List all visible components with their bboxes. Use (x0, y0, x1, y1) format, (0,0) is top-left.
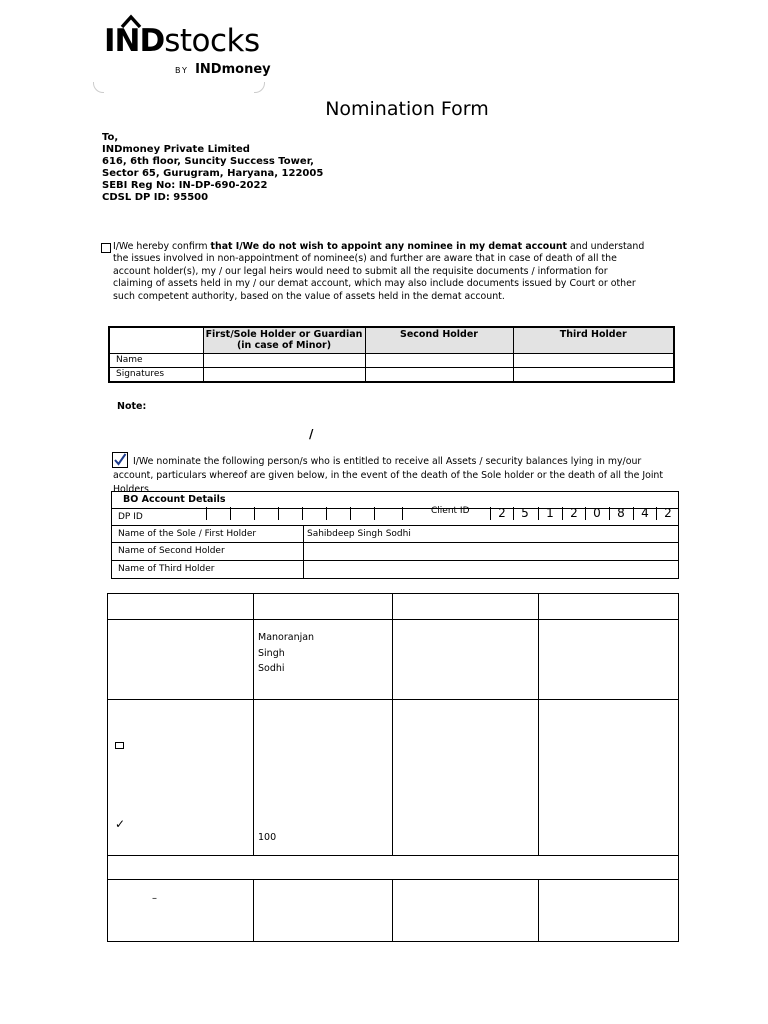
dash-mark: – (152, 893, 157, 904)
nominee-header-cell (108, 594, 254, 620)
nominee-extra-label-cell (108, 880, 254, 942)
note-label: Note: (117, 401, 147, 412)
dp-id-box-divider (206, 507, 207, 520)
first-holder-value[interactable]: Sahibdeep Singh Sodhi (304, 526, 679, 543)
address-company: INDmoney Private Limited (102, 144, 250, 155)
second-holder-value[interactable] (304, 543, 679, 561)
client-id-digit: 2 (490, 507, 513, 520)
logo-subtitle (175, 63, 271, 76)
dp-id-box-divider (230, 507, 231, 520)
nominee-2-name-cell[interactable] (393, 620, 539, 700)
nominee-separator-row (108, 856, 679, 880)
opt-out-declaration (113, 241, 648, 303)
holders-name-third[interactable] (513, 353, 674, 367)
client-id-digit: 5 (513, 507, 536, 520)
client-id-label: Client ID (431, 506, 470, 516)
nominee-header-cell (539, 594, 679, 620)
address-sebi: SEBI Reg No: IN-DP-690-2022 (102, 180, 268, 191)
holders-row-label-name: Name (109, 353, 203, 367)
nominee-3-extra-cell[interactable] (539, 880, 679, 942)
slash-mark: / (309, 427, 314, 441)
logo-brand-light: stocks (164, 23, 260, 59)
dp-id-box-divider (374, 507, 375, 520)
holders-row-label-signatures: Signatures (109, 367, 203, 382)
holders-signature-second[interactable] (365, 367, 513, 382)
address-line2: Sector 65, Gurugram, Haryana, 122005 (102, 168, 324, 179)
dp-id-box-divider (278, 507, 279, 520)
nominee-2-extra-cell[interactable] (393, 880, 539, 942)
nominee-table (107, 593, 679, 942)
opt-out-lead: I/We hereby confirm (113, 241, 211, 252)
client-id-digit: 8 (609, 507, 632, 520)
holders-header-third: Third Holder (513, 327, 674, 353)
nominee-header-cell (254, 594, 393, 620)
option-checkbox[interactable] (115, 742, 124, 749)
nominee-share-label-cell (108, 700, 254, 856)
logo-wordmark (104, 23, 260, 59)
dp-id-box-divider (402, 507, 403, 520)
nominee-1-last-name: Sodhi (258, 663, 285, 674)
holders-signature-first[interactable] (203, 367, 365, 382)
dp-id-box-divider (326, 507, 327, 520)
client-id-digit: 2 (562, 507, 585, 520)
client-id-digit: 2 (656, 507, 679, 520)
dp-id-label: DP ID (118, 512, 143, 522)
holders-header-first: First/Sole Holder or Guardian (in case of Minor) (203, 327, 365, 353)
dp-id-box-divider (302, 507, 303, 520)
bo-heading: BO Account Details (112, 492, 679, 509)
page-title: Nomination Form (325, 98, 489, 120)
logo-parent: INDmoney (195, 62, 271, 77)
opt-out-bold: that I/We do not wish to appoint any nominee in my demat account (210, 241, 568, 252)
nominee-header-cell (393, 594, 539, 620)
option-tick: ✓ (115, 817, 126, 831)
second-holder-label: Name of Second Holder (112, 543, 304, 561)
nominee-2-share-cell[interactable] (393, 700, 539, 856)
client-id-digit: 0 (585, 507, 608, 520)
bo-account-table (111, 491, 679, 579)
holders-signature-third[interactable] (513, 367, 674, 382)
nominee-3-name-cell[interactable] (539, 620, 679, 700)
third-holder-value[interactable] (304, 561, 679, 579)
holders-name-first[interactable] (203, 353, 365, 367)
nominee-1-middle-name: Singh (258, 648, 285, 659)
nominee-3-share-cell[interactable] (539, 700, 679, 856)
nominee-1-first-name: Manoranjan (258, 632, 315, 643)
third-holder-label: Name of Third Holder (112, 561, 304, 579)
holders-corner-cell (109, 327, 203, 353)
logo-brand-bold: IND (104, 23, 165, 59)
client-id-digit: 1 (538, 507, 561, 520)
address-line1: 616, 6th floor, Suncity Success Tower, (102, 156, 314, 167)
address-cdsl: CDSL DP ID: 95500 (102, 192, 209, 203)
holders-header-second: Second Holder (365, 327, 513, 353)
nominee-1-extra-cell[interactable] (254, 880, 393, 942)
opt-out-checkbox[interactable] (101, 243, 111, 253)
client-id-digit: 4 (633, 507, 656, 520)
logo-by: BY (175, 66, 189, 75)
opt-out-rest: and understand the issues involved in non-appointment of nominee(s) and further are aware that in case of death of all the account holder(s), my / our legal heirs would need to submit all the requisite documents / information for claiming of assets held in my / our demat account, which may also include documents issued by Court or other such competent authority, based on the value of assets held in the demat account. (113, 241, 645, 302)
address-block (102, 132, 323, 204)
holders-name-second[interactable] (365, 353, 513, 367)
nominate-declaration: I/We nominate the following person/s who is entitled to receive all Assets / security balances lying in my/our account, particulars whereof are given below, in the event of the death of the Sole holder or the death of all the Joint Holders (113, 456, 664, 495)
nominee-1-share: 100 (258, 832, 277, 843)
holders-table (108, 326, 675, 383)
dp-id-box-divider (350, 507, 351, 520)
address-to: To, (102, 132, 119, 143)
dp-id-box-divider (254, 507, 255, 520)
first-holder-label: Name of the Sole / First Holder (112, 526, 304, 543)
nominee-name-label-cell (108, 620, 254, 700)
